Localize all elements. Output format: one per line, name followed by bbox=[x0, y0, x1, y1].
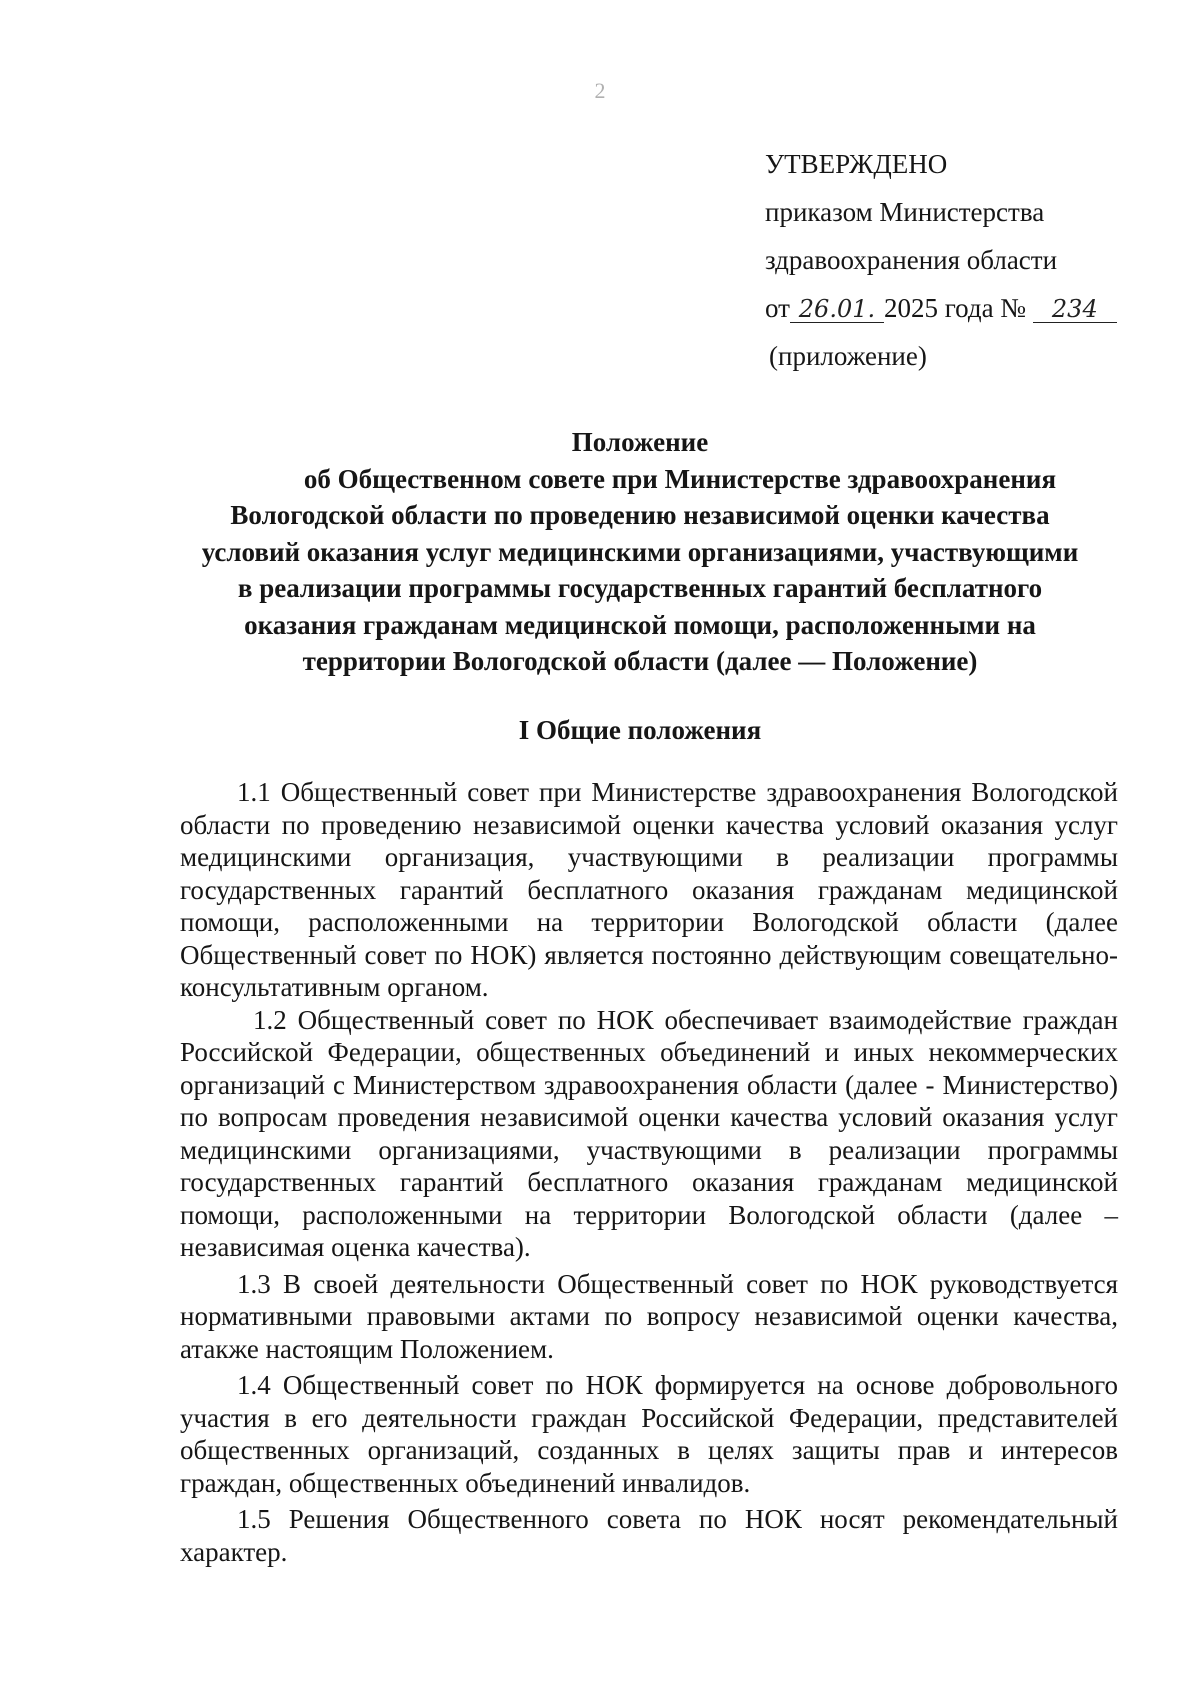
approval-appendix: (приложение) bbox=[769, 341, 927, 371]
title-line: Положение bbox=[571, 427, 709, 457]
paragraph-1-1: 1.1 Общественный совет при Министерстве здравоохранения Вологодской области по проведению независимой оценки качества условий оказания услуг медицинскими организация, участвующими в реализации программы государственных гарантий бесплатного оказания гражданам медицинской помощи, расположенными на территории Вологодской области (далее Общественный совет по НОК) является постоянно действующим совещательно-консультативным органом. bbox=[180, 777, 1118, 1002]
title-line: Вологодской области по проведению независимой оценки качества bbox=[230, 500, 1050, 530]
section-body bbox=[180, 776, 1118, 1568]
approval-approved: УТВЕРЖДЕНО bbox=[765, 149, 948, 179]
approval-order-line: приказом Министерства bbox=[765, 197, 1045, 227]
section-heading: I Общие положения bbox=[518, 715, 762, 745]
paragraph-1-5: 1.5 Решения Общественного совета по НОК носят рекомендательный характер. bbox=[180, 1504, 1118, 1567]
title-line: оказания гражданам медицинской помощи, расположенными на bbox=[244, 609, 1036, 640]
approval-date-suffix: 2025 года № bbox=[883, 293, 1027, 323]
handwritten-date: 26.01. bbox=[790, 296, 884, 323]
title-line: территории Вологодской области (далее — Положение) bbox=[302, 646, 978, 676]
approval-stamp-block bbox=[765, 140, 1117, 380]
title-line: об Общественном совете при Министерстве здравоохранения bbox=[303, 463, 1057, 494]
approval-date-prefix: от bbox=[765, 293, 790, 323]
paragraph-1-2: 1.2 Общественный совет по НОК обеспечивает взаимодействие граждан Российской Федерации, общественных объединений и иных некоммерческих организаций с Министерством здравоохранения области (далее - Министерство) по вопросам проведения независимой оценки качества условий оказания услуг медицинскими организациями, участвующими в реализации программы государственных гарантий бесплатного оказания гражданам медицинской помощи, расположенными на территории Вологодской области (далее – независимая оценка качества). bbox=[180, 1004, 1118, 1262]
page-number: 2 bbox=[594, 78, 606, 103]
paragraph-1-3: 1.3 В своей деятельности Общественный совет по НОК руководствуется нормативными правовыми актами по вопросу независимой оценки качества, атакже настоящим Положением. bbox=[180, 1268, 1118, 1364]
title-line: в реализации программы государственных гарантий бесплатного bbox=[237, 573, 1043, 603]
paragraph-1-4: 1.4 Общественный совет по НОК формируется на основе добровольного участия в его деятельности граждан Российской Федерации, представителей общественных организаций, созданных в целях защиты прав и интересов граждан, общественных объединений инвалидов. bbox=[180, 1370, 1118, 1498]
approval-date-line bbox=[765, 284, 1117, 332]
approval-ministry-line: здравоохранения области bbox=[765, 245, 1058, 275]
handwritten-order-number: 234 bbox=[1033, 296, 1117, 323]
document-title bbox=[160, 424, 1120, 680]
title-line: условий оказания услуг медицинскими организациями, участвующими bbox=[201, 536, 1079, 567]
